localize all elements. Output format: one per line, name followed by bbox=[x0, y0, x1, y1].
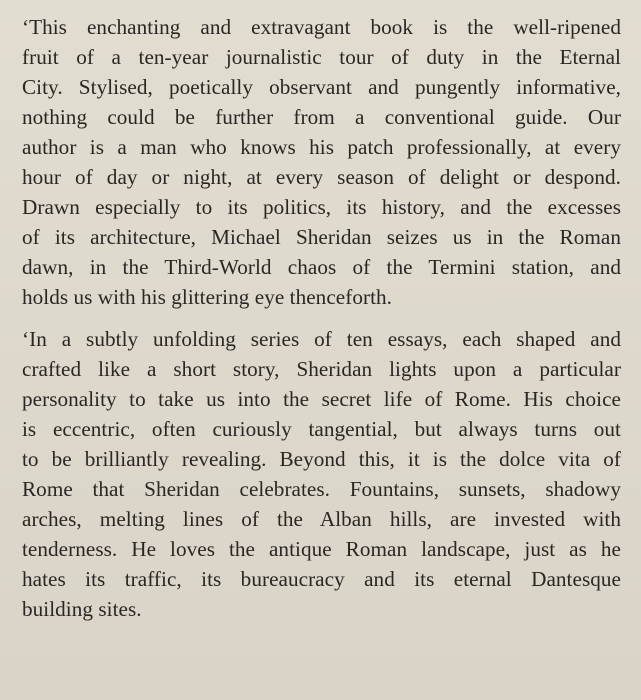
text-line: Rome that Sheridan celebrates. Fountains, sunsets, shadowy bbox=[22, 477, 621, 501]
blurb-paragraph-1 bbox=[22, 12, 621, 312]
text-line: dawn, in the Third-World chaos of the Termini station, and bbox=[22, 255, 621, 279]
text-line: crafted like a short story, Sheridan lights upon a particular bbox=[22, 357, 621, 381]
text-line: nothing could be further from a conventional guide. Our bbox=[22, 105, 621, 129]
text-line: hour of day or night, at every season of delight or despond. bbox=[22, 165, 621, 189]
text-line: fruit of a ten-year journalistic tour of duty in the Eternal bbox=[22, 45, 621, 69]
text-line: tenderness. He loves the antique Roman landscape, just as he bbox=[22, 537, 621, 561]
text-line: arches, melting lines of the Alban hills, are invested with bbox=[22, 507, 621, 531]
text-line: ‘This enchanting and extravagant book is the well-ripened bbox=[22, 15, 621, 39]
text-line: personality to take us into the secret life of Rome. His choice bbox=[22, 387, 621, 411]
text-line: to be brilliantly revealing. Beyond this, it is the dolce vita of bbox=[22, 447, 621, 471]
text-line: holds us with his glittering eye thenceforth. bbox=[22, 285, 393, 309]
text-line: is eccentric, often curiously tangential, but always turns out bbox=[22, 417, 621, 441]
text-line: of its architecture, Michael Sheridan seizes us in the Roman bbox=[22, 225, 621, 249]
text-line: City. Stylised, poetically observant and pungently informative, bbox=[22, 75, 621, 99]
text-line: ‘In a subtly unfolding series of ten essays, each shaped and bbox=[22, 327, 621, 351]
text-line: hates its traffic, its bureaucracy and its eternal Dantesque bbox=[22, 567, 621, 591]
text-line: author is a man who knows his patch professionally, at every bbox=[22, 135, 621, 159]
text-line: building sites. bbox=[22, 597, 142, 621]
blurb-paragraph-2 bbox=[22, 324, 621, 624]
text-line: Drawn especially to its politics, its history, and the excesses bbox=[22, 195, 621, 219]
